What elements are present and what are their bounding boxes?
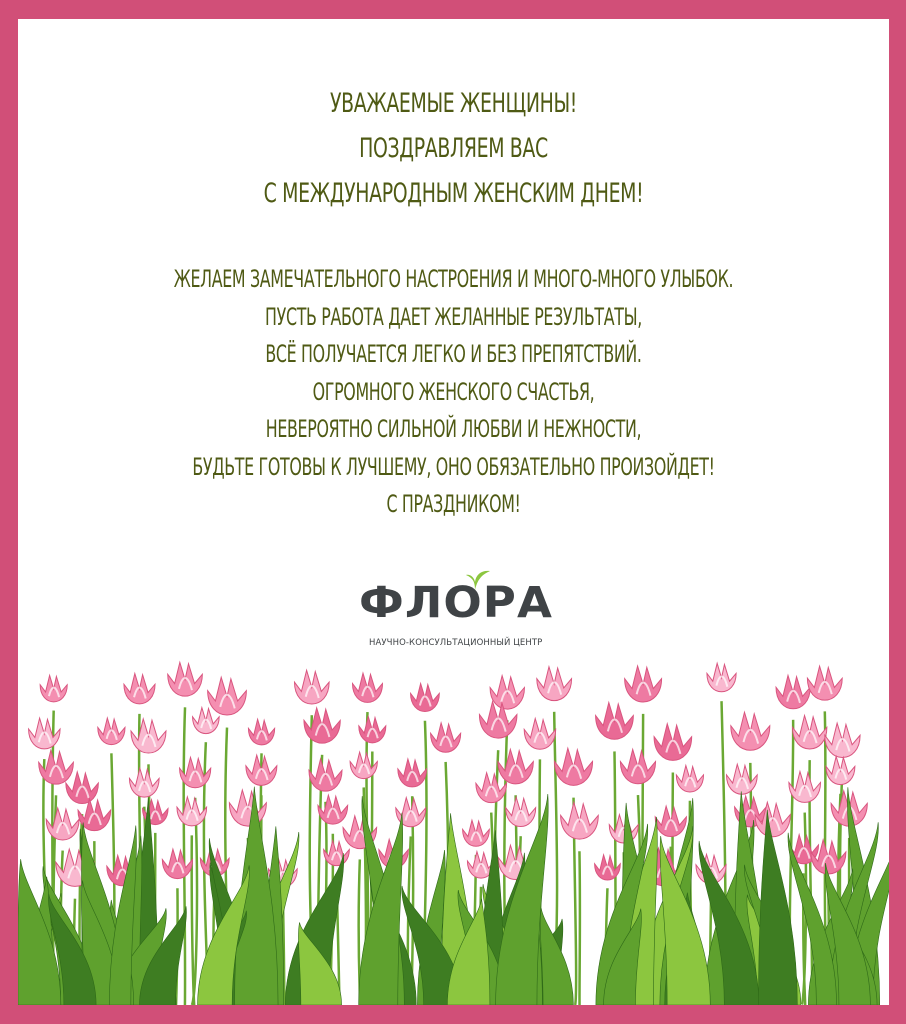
- heading-line-1: УВАЖАЕМЫЕ ЖЕНЩИНЫ!: [329, 88, 578, 119]
- greeting-card: [18, 19, 889, 1005]
- wishes-text: [166, 261, 741, 524]
- wish-line: С ПРАЗДНИКОМ!: [386, 490, 521, 518]
- logo-wordmark: ФЛОРА: [359, 578, 553, 628]
- heading-line-3: С МЕЖДУНАРОДНЫМ ЖЕНСКИМ ДНЕМ!: [263, 178, 644, 209]
- greeting-heading: [149, 81, 759, 216]
- heading-line-2: ПОЗДРАВЛЯЕМ ВАС: [359, 133, 548, 164]
- sprout-icon: [458, 568, 492, 590]
- wish-line: НЕВЕРОЯТНО СИЛЬНОЙ ЛЮБВИ И НЕЖНОСТИ,: [265, 415, 642, 443]
- wish-line: БУДЬТЕ ГОТОВЫ К ЛУЧШЕМУ, ОНО ОБЯЗАТЕЛЬНО ПРОИЗОЙДЕТ!: [192, 452, 715, 481]
- tulip-field-illustration: [18, 629, 889, 1005]
- wish-line: ЖЕЛАЕМ ЗАМЕЧАТЕЛЬНОГО НАСТРОЕНИЯ И МНОГО-МНОГО УЛЫБОК.: [173, 265, 734, 293]
- wish-line: ПУСТЬ РАБОТА ДАЕТ ЖЕЛАННЫЕ РЕЗУЛЬТАТЫ,: [265, 302, 642, 331]
- logo-subtitle: НАУЧНО-КОНСУЛЬТАЦИОННЫЙ ЦЕНТР: [369, 638, 543, 648]
- wish-line: ВСЁ ПОЛУЧАЕТСЯ ЛЕГКО И БЕЗ ПРЕПЯТСТВИЙ.: [265, 340, 642, 368]
- wish-line: ОГРОМНОГО ЖЕНСКОГО СЧАСТЬЯ,: [312, 377, 595, 406]
